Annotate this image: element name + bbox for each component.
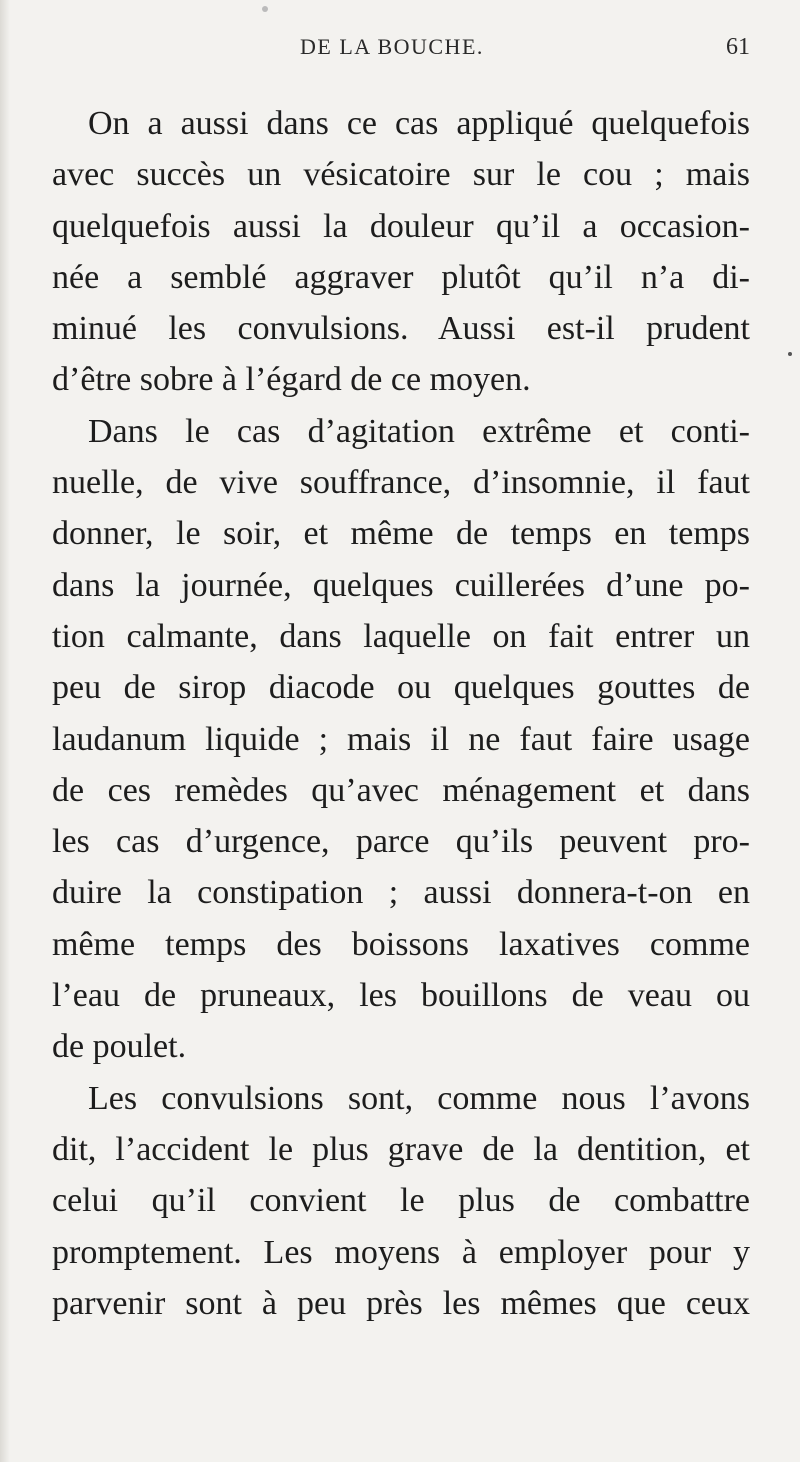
text-line: laudanum liquide ; mais il ne faut faire usage bbox=[52, 720, 750, 758]
text-line: celui qu’il convient le plus de combattre bbox=[52, 1182, 750, 1220]
text-line: dans la journée, quelques cuillerées d’une po- bbox=[52, 566, 750, 604]
text-line: d’être sobre à l’égard de ce moyen. bbox=[52, 361, 531, 399]
text-line: de ces remèdes qu’avec ménagement et dans bbox=[52, 771, 750, 809]
page-number: 61 bbox=[726, 34, 750, 60]
text-line: donner, le soir, et même de temps en temps bbox=[52, 515, 750, 553]
running-head: DE LA BOUCHE. bbox=[300, 34, 484, 59]
text-line: de poulet. bbox=[52, 1028, 187, 1066]
text-line: Les convulsions sont, comme nous l’avons bbox=[88, 1079, 750, 1117]
text-line: promptement. Les moyens à employer pour y bbox=[52, 1233, 750, 1271]
text-line: Dans le cas d’agitation extrême et conti- bbox=[88, 412, 750, 450]
text-line: peu de sirop diacode ou quelques gouttes de bbox=[52, 669, 750, 707]
ink-speck bbox=[262, 6, 268, 12]
text-line: avec succès un vésicatoire sur le cou ; mais bbox=[52, 156, 750, 194]
text-line: duire la constipation ; aussi donnera-t-on en bbox=[52, 874, 750, 912]
text-line: parvenir sont à peu près les mêmes que ceux bbox=[52, 1284, 750, 1322]
text-line: minué les convulsions. Aussi est-il prudent bbox=[52, 310, 750, 348]
body-text bbox=[52, 98, 750, 1329]
text-line: tion calmante, dans laquelle on fait entrer un bbox=[52, 617, 750, 655]
text-line: dit, l’accident le plus grave de la dentition, et bbox=[52, 1130, 750, 1168]
text-line: même temps des boissons laxatives comme bbox=[52, 925, 750, 963]
text-line: l’eau de pruneaux, les bouillons de veau ou bbox=[52, 977, 750, 1015]
ink-speck bbox=[788, 352, 792, 356]
text-line: On a aussi dans ce cas appliqué quelquefois bbox=[88, 105, 750, 142]
page-header bbox=[0, 34, 800, 74]
text-line: née a semblé aggraver plutôt qu’il n’a di- bbox=[52, 258, 750, 296]
text-line: quelquefois aussi la douleur qu’il a occasion- bbox=[52, 207, 750, 245]
text-line: les cas d’urgence, parce qu’ils peuvent pro- bbox=[52, 823, 750, 861]
text-line: nuelle, de vive souffrance, d’insomnie, il faut bbox=[52, 464, 750, 502]
